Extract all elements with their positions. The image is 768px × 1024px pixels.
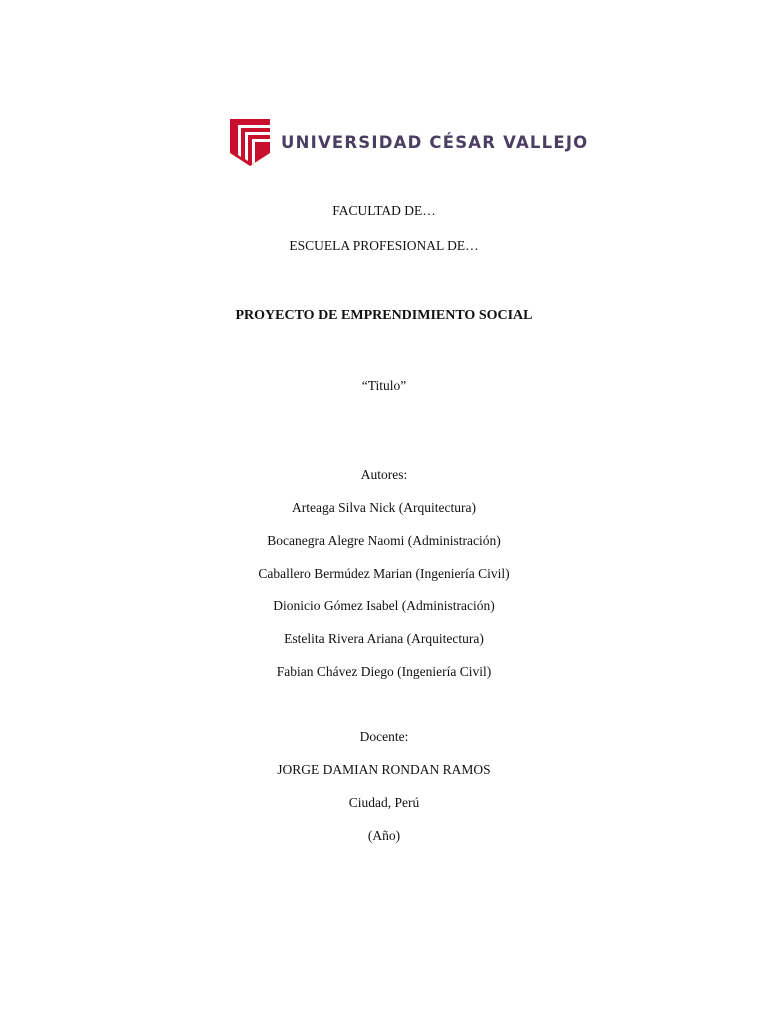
- teacher-name: JORGE DAMIAN RONDAN RAMOS: [277, 762, 491, 777]
- author-item: Bocanegra Alegre Naomi (Administración): [267, 533, 501, 548]
- author-item: Estelita Rivera Ariana (Arquitectura): [284, 631, 484, 646]
- place-line: Ciudad, Perú: [348, 795, 420, 810]
- university-shield-icon: [229, 117, 271, 167]
- author-item: Dionicio Gómez Isabel (Administración): [273, 598, 495, 613]
- faculty-line: FACULTAD DE…: [332, 203, 436, 218]
- author-item: Arteaga Silva Nick (Arquitectura): [291, 500, 477, 515]
- university-logo: [229, 117, 589, 167]
- teacher-label: Docente:: [359, 729, 409, 744]
- project-type: PROYECTO DE EMPRENDIMIENTO SOCIAL: [235, 308, 533, 323]
- author-item: Fabian Chávez Diego (Ingeniería Civil): [276, 664, 492, 679]
- year-line: (Año): [367, 828, 401, 843]
- school-line: ESCUELA PROFESIONAL DE…: [289, 238, 479, 253]
- project-title: “Titulo”: [361, 378, 407, 393]
- university-name: UNIVERSIDAD CÉSAR VALLEJO: [281, 133, 589, 152]
- authors-label: Autores:: [360, 467, 408, 482]
- author-item: Caballero Bermúdez Marian (Ingeniería Civil): [258, 566, 510, 581]
